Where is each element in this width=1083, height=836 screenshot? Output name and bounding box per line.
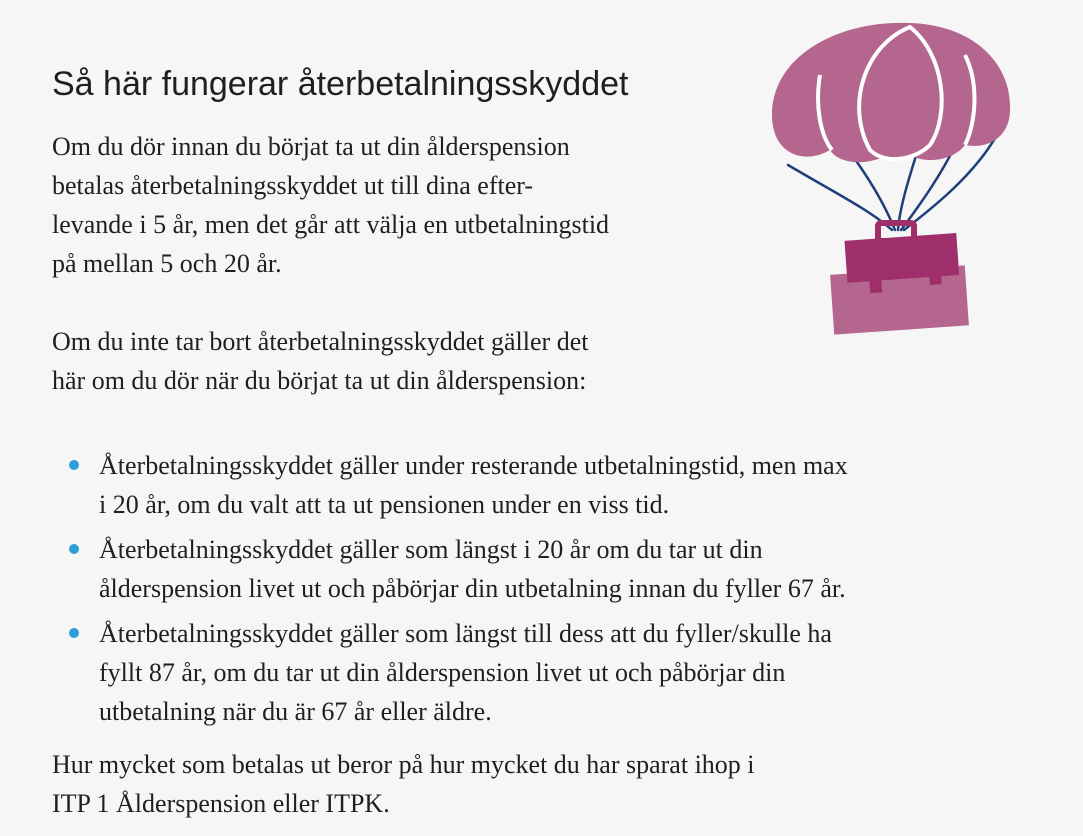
parachute-canopy (772, 23, 1010, 162)
list-item (52, 614, 1042, 731)
text-line: i 20 år, om du valt att ta ut pensionen under en viss tid. (99, 490, 670, 519)
parachute-illustration (760, 15, 1020, 340)
intro-paragraph (52, 127, 752, 283)
text-line: levande i 5 år, men det går att välja en utbetalningstid (52, 210, 610, 239)
text-line: ålderspension livet ut och påbörjar din utbetalning innan du fyller 67 år. (99, 574, 846, 603)
text-line: Om du dör innan du börjat ta ut din ålderspension (52, 132, 570, 161)
text-line: Återbetalningsskyddet gäller som längst i 20 år om du tar ut din (99, 535, 763, 564)
closing-paragraph (52, 745, 952, 823)
parachute-briefcase-icon (760, 15, 1020, 340)
page-title: Så här fungerar återbetalningsskyddet (52, 65, 629, 103)
bullet-icon (69, 460, 79, 470)
text-line: Återbetalningsskyddet gäller under resterande utbetalningstid, men max (99, 451, 848, 480)
bullet-icon (69, 544, 79, 554)
bullet-icon (69, 628, 79, 638)
briefcase (830, 223, 969, 335)
text-line: här om du dör när du börjat ta ut din ålderspension: (52, 366, 587, 395)
list-item (52, 446, 1042, 524)
text-line: på mellan 5 och 20 år. (52, 249, 282, 278)
text-line: Hur mycket som betalas ut beror på hur mycket du har sparat ihop i (52, 750, 755, 779)
conditions-list (52, 446, 1042, 737)
list-item (52, 530, 1042, 608)
text-line: utbetalning när du är 67 år eller äldre. (99, 697, 492, 726)
text-line: fyllt 87 år, om du tar ut din ålderspension livet ut och påbörjar din (99, 658, 786, 687)
text-line: Om du inte tar bort återbetalningsskyddet gäller det (52, 327, 589, 356)
text-line: ITP 1 Ålderspension eller ITPK. (52, 789, 390, 818)
text-line: betalas återbetalningsskyddet ut till dina efter- (52, 171, 534, 200)
conditions-paragraph (52, 322, 752, 400)
text-line: Återbetalningsskyddet gäller som längst till dess att du fyller/skulle ha (99, 619, 832, 648)
